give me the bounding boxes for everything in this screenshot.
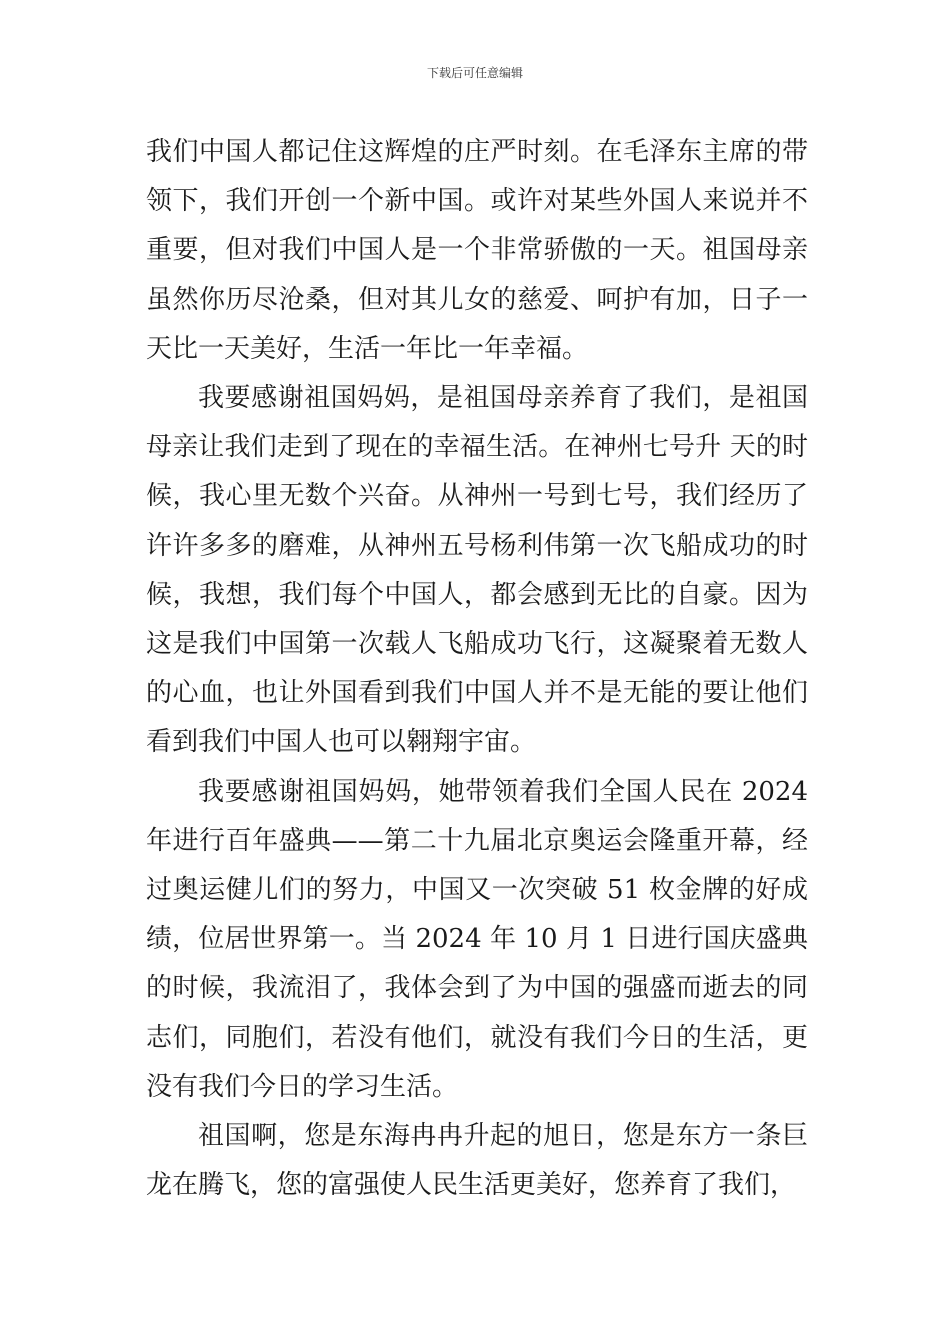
paragraph-1: 我们中国人都记住这辉煌的庄严时刻。在毛泽东主席的带领下，我们开创一个新中国。或许对某些外国人来说并不重要，但对我们中国人是一个非常骄傲的一天。祖国母亲虽然你历尽沧桑，但对其儿女的慈爱、呵护有加，日子一天比一天美好，生活一年比一年幸福。 (146, 137, 808, 364)
paragraph-2: 我要感谢祖国妈妈，是祖国母亲养育了我们，是祖国母亲让我们走到了现在的幸福生活。在神州七号升 天的时候，我心里无数个兴奋。从神州一号到七号，我们经历了许许多多的磨难，从神州五号杨利伟第一次飞船成功的时候，我想，我们每个中国人，都会感到无比的自豪。因为这是我们中国第一次载人飞船成功飞行，这凝聚着无数人的心血，也让外国看到我们中国人并不是无能的要让他们看到我们中国人也可以翱翔宇宙。 (146, 383, 808, 758)
paragraph-3: 我要感谢祖国妈妈，她带领着我们全国人民在 2024 年进行百年盛典——第二十九届北京奥运会隆重开幕，经过奥运健儿们的努力，中国又一次突破 51 枚金牌的好成绩，位居世界第一。当 2024 年 10 月 1 日进行国庆盛典的时候，我流泪了，我体会到了为中国的强盛而逝去的同志们，同胞们，若没有他们，就没有我们今日的生活，更没有我们今日的学习生活。 (146, 776, 808, 1102)
paragraph-4: 祖国啊，您是东海冉冉升起的旭日，您是东方一条巨龙在腾飞，您的富强使人民生活更美好，您养育了我们， (146, 1121, 808, 1201)
document-body (146, 128, 808, 1210)
page-header: 下载后可任意编辑 (426, 66, 523, 80)
